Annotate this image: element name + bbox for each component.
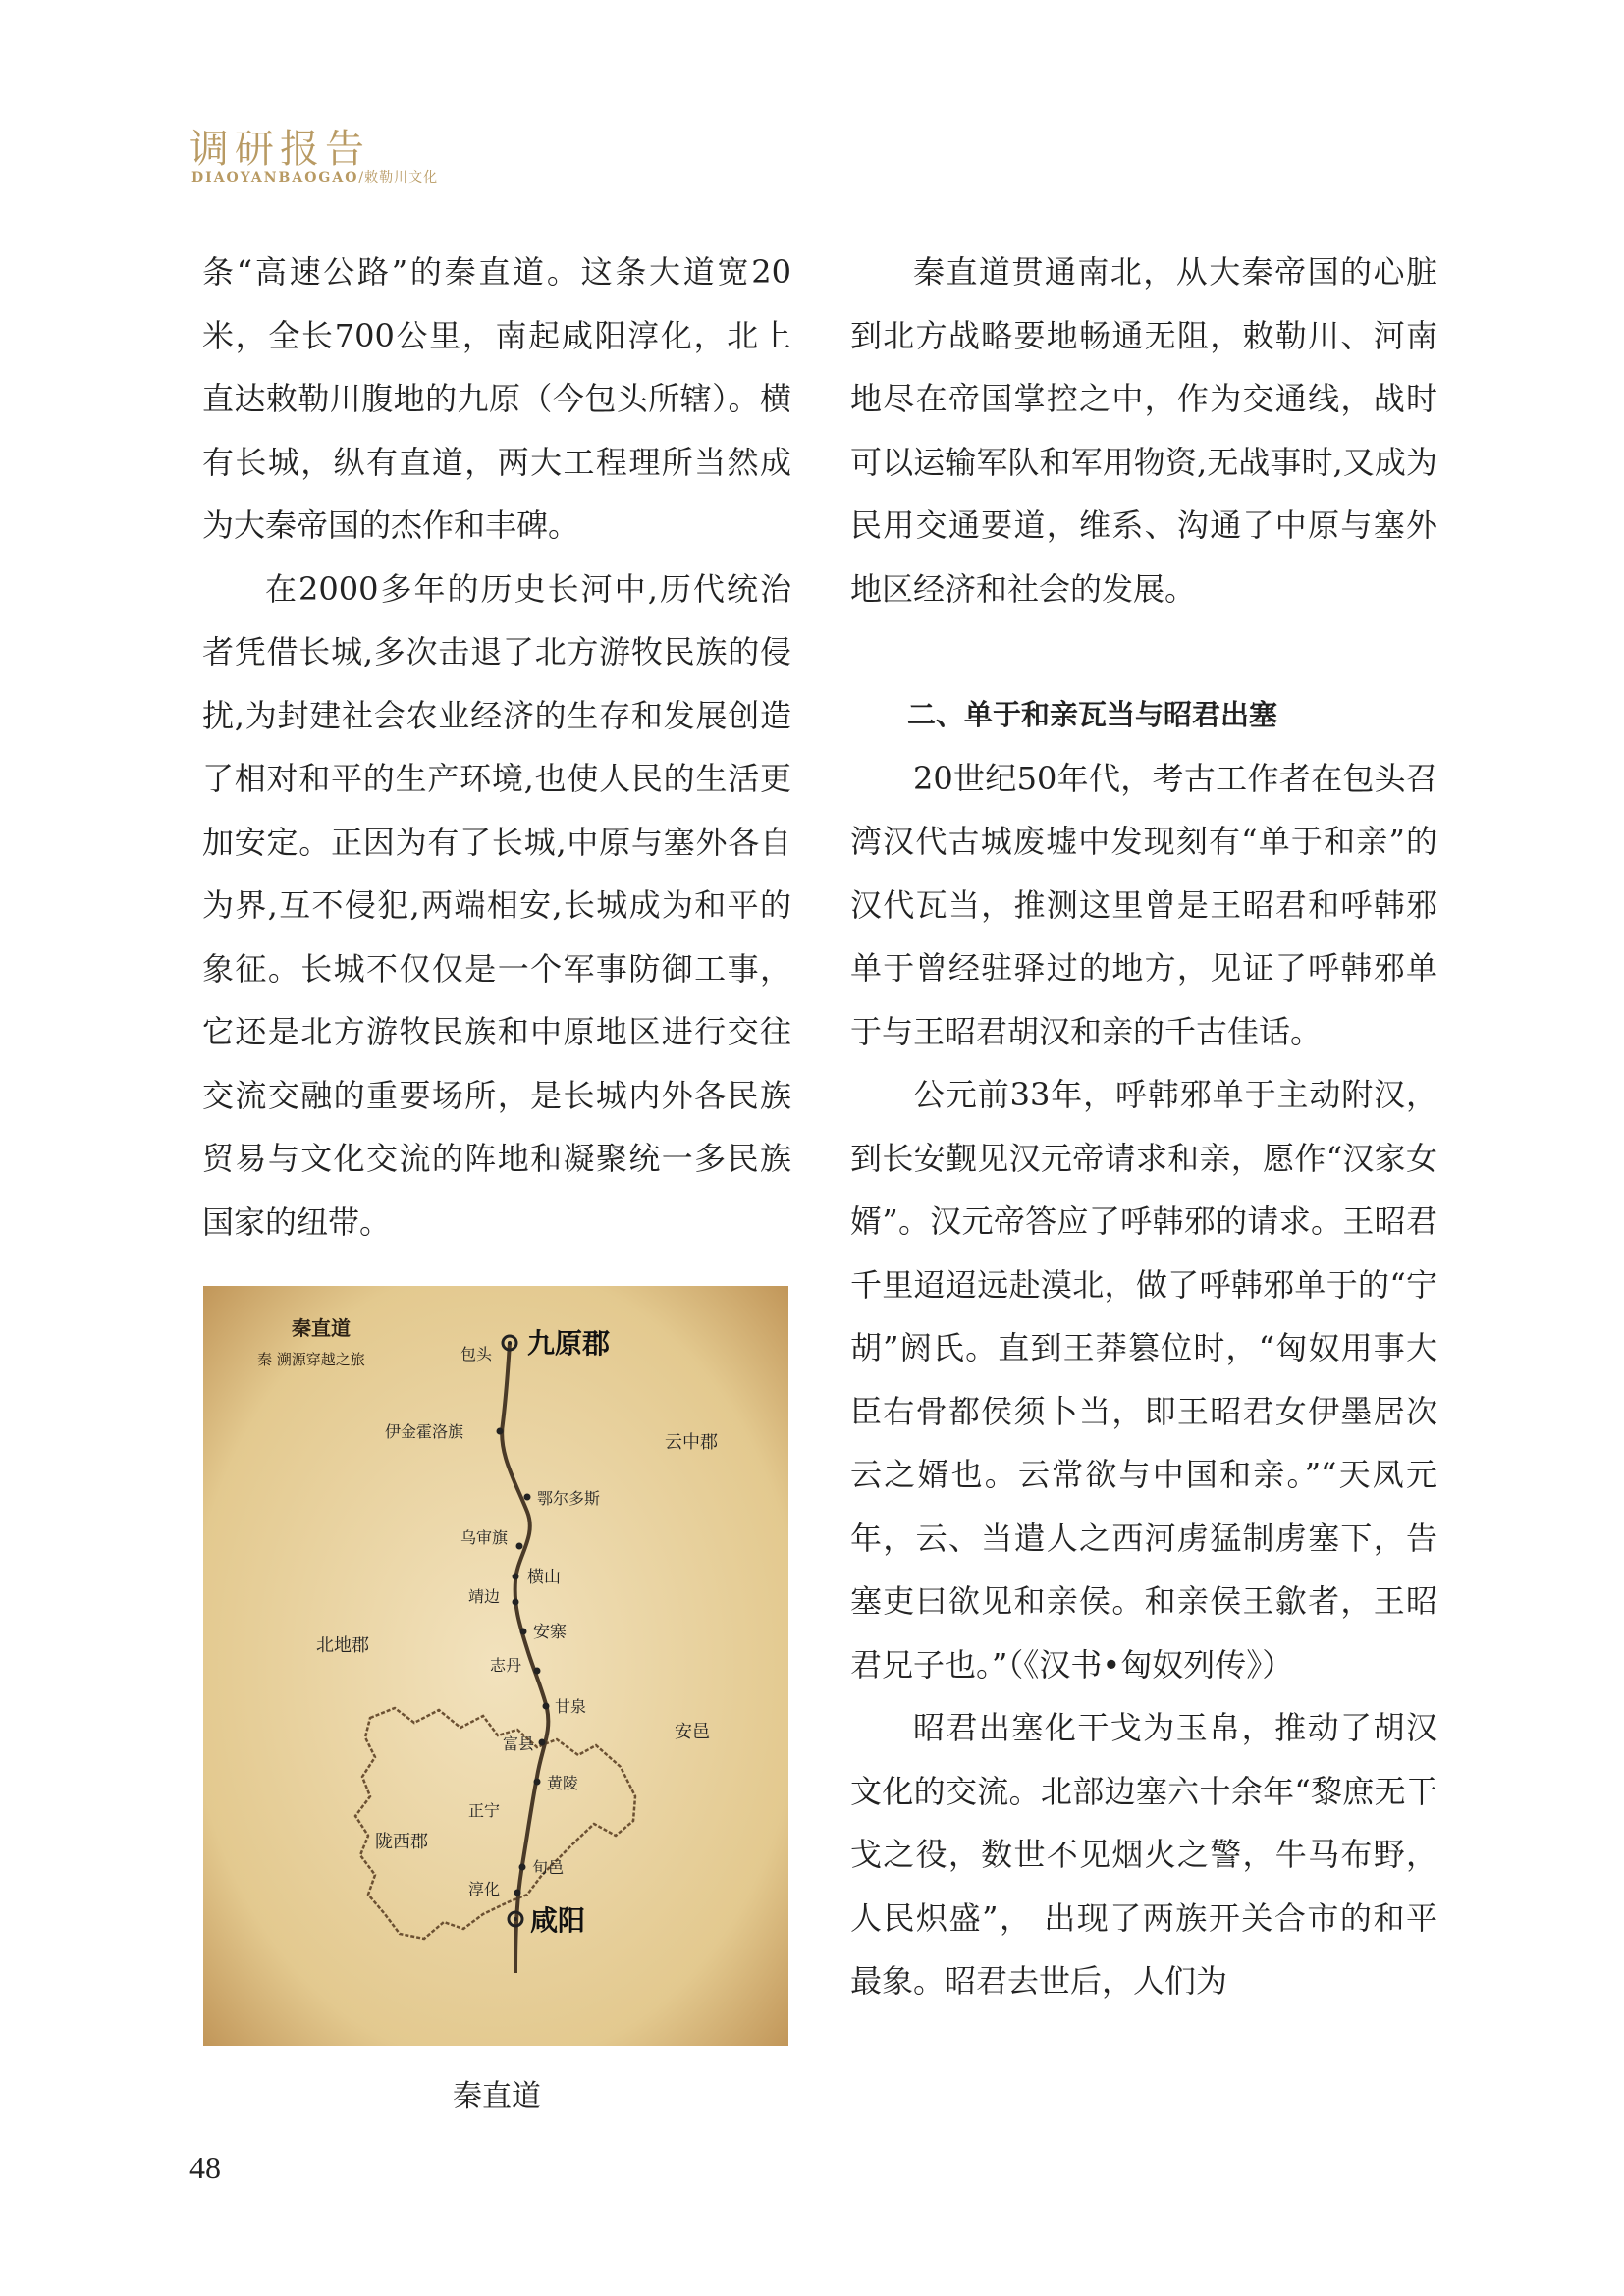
jiuyuan-marker-dot [508,1341,512,1345]
right-paragraph-1: 秦直道贯通南北，从大秦帝国的心脏到北方战略要地畅通无阻，敕勒川、河南地尽在帝国掌控之中，作为交通线，战时可以运输军队和军用物资,无战事时,又成为民用交通要道，维系、沟通了中原与塞外地区经济和社会的发展。 [850,253,1437,608]
jingbian-dot [513,1599,519,1606]
fuxian-dot [539,1739,546,1746]
place-xianyang: 咸阳 [530,1904,586,1937]
zhidan-dot [534,1668,541,1675]
map-subtitle: 秦 溯源穿越之旅 [257,1351,365,1368]
section-gap [850,620,1437,683]
chunhua-dot [514,1890,521,1896]
place-zhidan: 志丹 [490,1656,522,1675]
hengshan-dot [513,1574,519,1580]
yijinhuoluo-dot [497,1428,504,1435]
place-wushen: 乌审旗 [460,1528,509,1547]
place-ganquan: 甘泉 [555,1697,587,1716]
eerduosi-dot [524,1494,531,1501]
page-number: 48 [189,2150,221,2185]
place-xunyi: 旬邑 [532,1858,565,1877]
place-huangling: 黄陵 [547,1774,579,1792]
wushen-dot [516,1543,523,1550]
map-figure [203,1286,788,2046]
place-anyi: 安邑 [675,1722,710,1742]
place-jiuyuan: 九原郡 [527,1327,611,1360]
place-yijinhuoluo: 伊金霍洛旗 [385,1422,464,1441]
xunyi-dot [519,1864,526,1871]
right-paragraph-4: 昭君出塞化干戈为玉帛，推动了胡汉文化的交流。北部边塞六十余年“黎庶无干戈之役，数世不见烟火之警，牛马布野，人民炽盛”， 出现了两族开关合市的和平最象。昭君去世后，人们为 [850,1709,1437,2000]
place-chunhua: 淳化 [468,1880,501,1898]
section-heading: 二、单于和亲瓦当与昭君出塞 [907,698,1278,731]
huangling-dot [534,1779,541,1786]
qin-straight-road-map [203,1286,788,2046]
header-subtitle-en: DIAOYANBAOGAO [191,170,359,186]
map-title: 秦直道 [292,1316,351,1340]
ansai-dot [520,1629,527,1635]
place-jingbian: 靖边 [468,1587,501,1606]
place-longxi: 陇西郡 [375,1832,428,1852]
left-paragraph-1: 条“高速公路”的秦直道。这条大道宽20米，全长700公里，南起咸阳淳化，北上直达敕勒川腹地的九原（今包头所辖）。横有长城，纵有直道，两大工程理所当然成为大秦帝国的杰作和丰碑。 [202,253,791,544]
place-beidi: 北地郡 [316,1635,369,1656]
place-ansai: 安寨 [533,1623,567,1642]
left-column [202,240,791,1254]
place-hengshan: 横山 [527,1568,561,1587]
right-paragraph-2: 20世纪50年代，考古工作者在包头召湾汉代古城废墟中发现刻有“单于和亲”的汉代瓦当，推测这里曾是王昭君和呼韩邪单于曾经驻驿过的地方，见证了呼韩邪单于与王昭君胡汉和亲的千古佳话。 [850,759,1437,1050]
place-baotou: 包头 [460,1345,493,1363]
left-paragraph-2: 在2000多年的历史长河中,历代统治者凭借长城,多次击退了北方游牧民族的侵扰,为封建社会农业经济的生存和发展创造了相对和平的生产环境,也使人民的生活更加安定。正因为有了长城,中原与塞外各自为界,互不侵犯,两端相安,长城成为和平的象征。长城不仅仅是一个军事防御工事，它还是北方游牧民族和中原地区进行交往交流交融的重要场所，是长城内外各民族贸易与文化交流的阵地和凝聚统一多民族国家的纽带。 [202,569,791,1241]
place-fuxian: 富县 [503,1735,535,1753]
xianyang-marker-dot [514,1917,517,1921]
place-yunzhong: 云中郡 [665,1432,718,1453]
header-title: 调研报告 [189,127,370,172]
ganquan-dot [543,1703,550,1710]
place-zhengning: 正宁 [468,1801,501,1820]
place-eerduosi: 鄂尔多斯 [537,1489,601,1508]
figure-caption: 秦直道 [453,2079,541,2113]
header-subtitle-cn: /敕勒川文化 [358,170,439,186]
header-subtitle [191,167,438,187]
right-column [850,240,1437,2013]
right-paragraph-3: 公元前33年，呼韩邪单于主动附汉，到长安觐见汉元帝请求和亲，愿作“汉家女婿”。汉元帝答应了呼韩邪的请求。王昭君千里迢迢远赴漠北，做了呼韩邪单于的“宁胡”阏氏。直到王莽篡位时，“匈奴用事大臣右骨都侯须卜当，即王昭君女伊墨居次云之婿也。云常欲与中国和亲。”“天凤元年，云、当遣人之西河虏猛制虏塞下，告塞吏曰欲见和亲侯。和亲侯王歙者，王昭君兄子也。”（《汉书•匈奴列传》） [850,1076,1437,1683]
